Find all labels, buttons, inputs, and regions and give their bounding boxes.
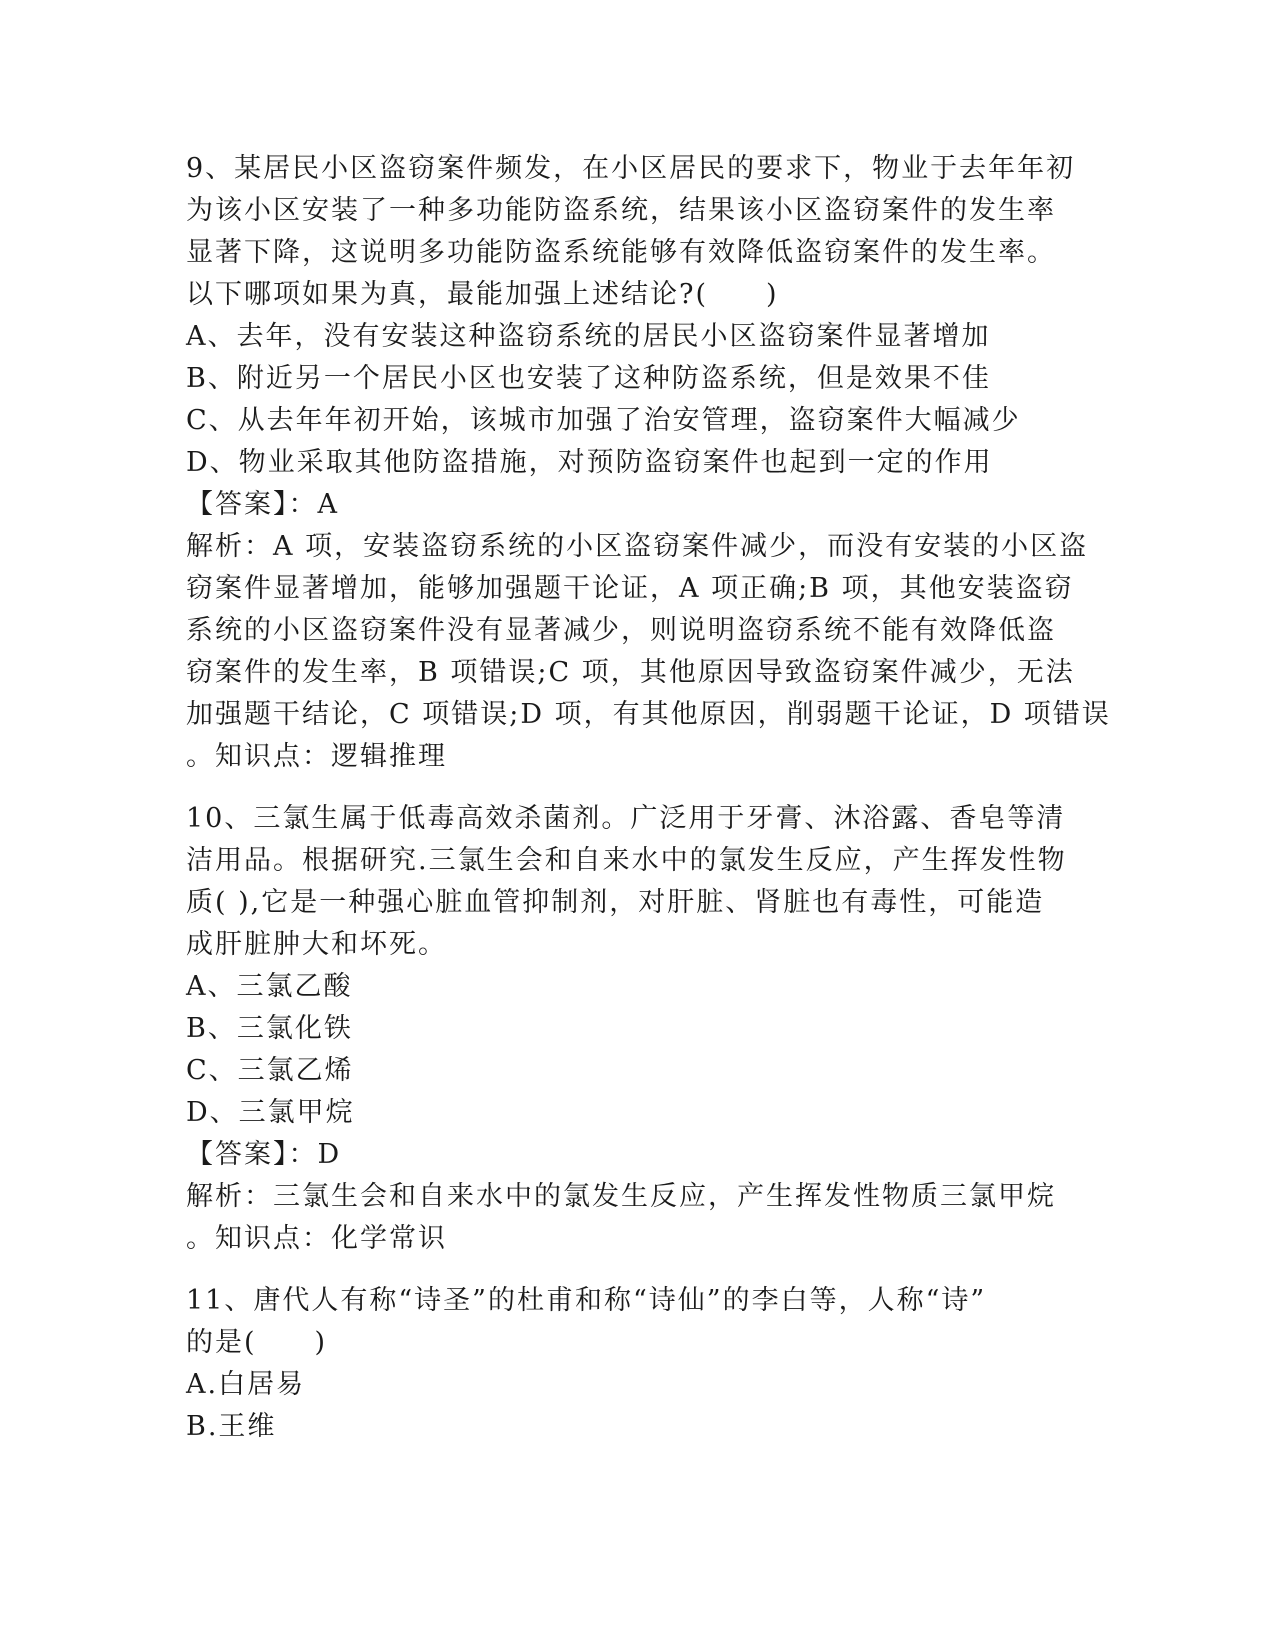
question-stem-line: 9、某居民小区盗窃案件频发，在小区居民的要求下，物业于去年年初 [186,153,1076,184]
question-stem-line: 的是( ) [186,1327,328,1358]
question-stem-line: 洁用品。根据研究.三氯生会和自来水中的氯发生反应，产生挥发性物 [186,845,1067,876]
question-stem-line: 显著下降，这说明多功能防盗系统能够有效降低盗窃案件的发生率。 [186,237,1056,268]
option-d: D、三氯甲烷 [186,1097,355,1128]
option-c: C、三氯乙烯 [186,1055,354,1086]
question-stem-line: 质( ),它是一种强心脏血管抑制剂，对肝脏、肾脏也有毒性，可能造 [186,887,1045,918]
option-a: A、三氯乙酸 [186,971,353,1002]
analysis-line: 窃案件显著增加，能够加强题干论证，A 项正确;B 项，其他安装盗窃 [186,573,1074,604]
question-stem-line: 10、三氯生属于低毒高效杀菌剂。广泛用于牙膏、沐浴露、香皂等清 [186,803,1066,834]
question-9 [186,148,1111,778]
analysis-line: 。知识点：逻辑推理 [186,741,447,772]
question-11 [186,1280,1086,1448]
analysis-line: 窃案件的发生率，B 项错误;C 项，其他原因导致盗窃案件减少，无法 [186,657,1075,688]
section-spacer [186,1260,1086,1280]
question-stem-line: 11、唐代人有称“诗圣”的杜甫和称“诗仙”的李白等，人称“诗” [186,1285,987,1316]
answer-line: 【答案】：A [186,489,339,520]
option-d: D、物业采取其他防盗措施，对预防盗窃案件也起到一定的作用 [186,447,993,478]
analysis-line: 解析：三氯生会和自来水中的氯发生反应，产生挥发性物质三氯甲烷 [186,1181,1056,1212]
analysis-line: 加强题干结论，C 项错误;D 项，有其他原因，削弱题干论证，D 项错误 [186,699,1111,730]
question-stem-line: 为该小区安装了一种多功能防盗系统，结果该小区盗窃案件的发生率 [186,195,1056,226]
option-a: A、去年，没有安装这种盗窃系统的居民小区盗窃案件显著增加 [186,321,991,352]
question-stem-line: 成肝脏肿大和坏死。 [186,929,447,960]
document-content [186,148,1111,1448]
option-b: B、附近另一个居民小区也安装了这种防盗系统，但是效果不佳 [186,363,991,394]
analysis-line: 解析：A 项，安装盗窃系统的小区盗窃案件减少，而没有安装的小区盗 [186,531,1089,562]
section-spacer [186,778,1086,798]
analysis-line: 。知识点：化学常识 [186,1223,447,1254]
option-b: B.王维 [186,1411,277,1442]
option-b: B、三氯化铁 [186,1013,353,1044]
option-a: A.白居易 [186,1369,306,1400]
analysis-line: 系统的小区盗窃案件没有显著减少，则说明盗窃系统不能有效降低盗 [186,615,1056,646]
question-stem-line: 以下哪项如果为真，最能加强上述结论?( ) [186,279,779,310]
option-c: C、从去年年初开始，该城市加强了治安管理，盗窃案件大幅减少 [186,405,1021,436]
answer-line: 【答案】：D [186,1139,342,1170]
question-10 [186,798,1086,1260]
